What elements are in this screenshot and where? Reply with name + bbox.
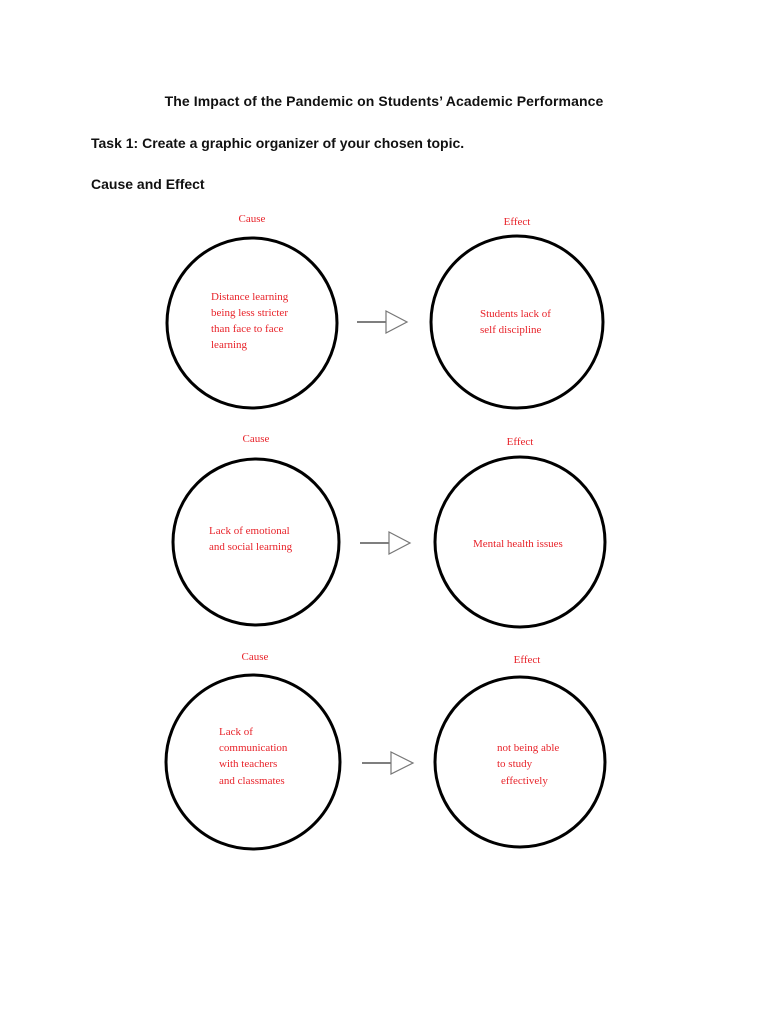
effect-text-line: not being able <box>497 742 560 754</box>
cause-effect-row-3 <box>166 651 605 849</box>
task-heading: Task 1: Create a graphic organizer of your chosen topic. <box>91 135 465 151</box>
cause-text-line: communication <box>219 742 288 754</box>
effect-text-line: effectively <box>501 775 548 787</box>
cause-text-line: being less stricter <box>211 307 288 319</box>
cause-label: Cause <box>238 213 266 225</box>
cause-text-line: than face to face <box>211 323 284 335</box>
effect-label: Effect <box>503 216 531 228</box>
cause-effect-row-1 <box>167 213 603 408</box>
section-heading: Cause and Effect <box>91 176 205 192</box>
cause-effect-row-2 <box>173 433 605 627</box>
effect-label: Effect <box>513 654 541 666</box>
effect-text-line: to study <box>497 758 533 770</box>
arrow-icon <box>360 532 410 554</box>
cause-label: Cause <box>242 433 270 445</box>
cause-text-line: learning <box>211 339 248 351</box>
cause-text-line: Lack of emotional <box>209 525 290 537</box>
effect-label: Effect <box>506 436 534 448</box>
cause-text-line: Distance learning <box>211 291 289 303</box>
effect-text-line: self discipline <box>480 324 542 336</box>
cause-text-line: and social learning <box>209 541 293 553</box>
effect-text-line: Students lack of <box>480 308 551 320</box>
cause-text-line: and classmates <box>219 775 285 787</box>
effect-circle <box>431 236 603 408</box>
arrow-icon <box>362 752 413 774</box>
cause-text-line: with teachers <box>219 758 278 770</box>
cause-label: Cause <box>241 651 269 663</box>
document-title: The Impact of the Pandemic on Students’ Academic Performance <box>164 93 604 109</box>
arrow-icon <box>357 311 407 333</box>
cause-text-line: Lack of <box>219 726 253 738</box>
effect-text-line: Mental health issues <box>473 538 563 550</box>
